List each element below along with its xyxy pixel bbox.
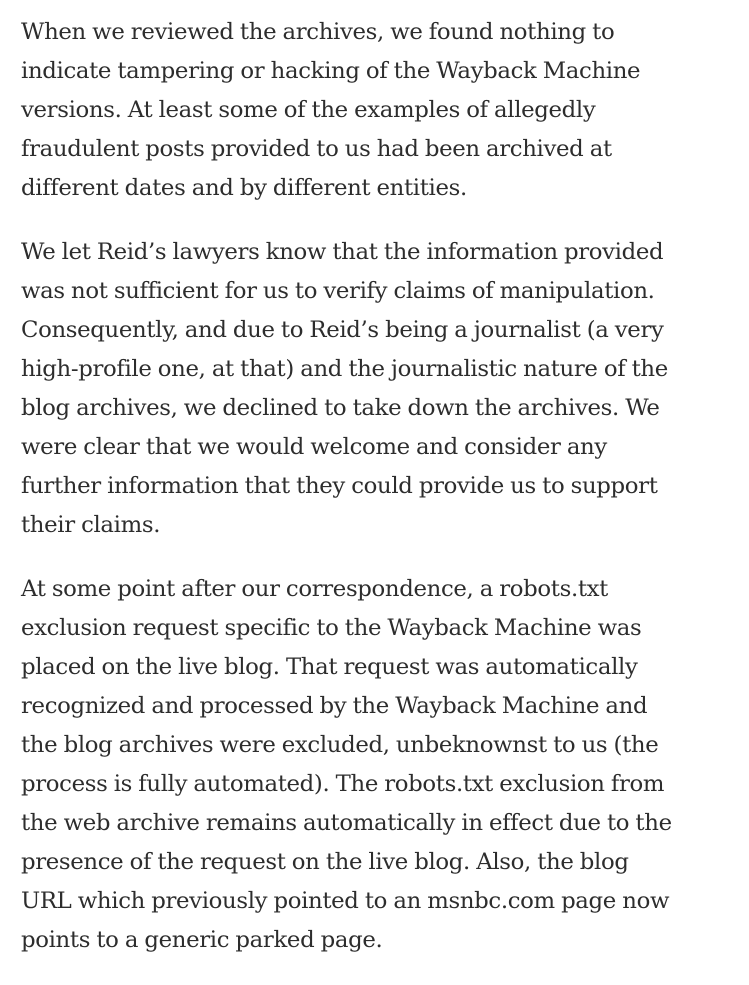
text-line: blog archives, we declined to take down the archives. We xyxy=(21,395,660,421)
text-line: versions. At least some of the examples of allegedly xyxy=(21,97,596,123)
paragraph-lawyers-response xyxy=(21,233,733,545)
text-line: recognized and processed by the Wayback Machine and xyxy=(21,693,648,719)
text-line: different dates and by different entities. xyxy=(21,175,467,201)
text-line: fraudulent posts provided to us had been archived at xyxy=(21,136,612,162)
text-line: points to a generic parked page. xyxy=(21,927,383,953)
paragraph-robots-exclusion xyxy=(21,570,733,960)
text-line: When we reviewed the archives, we found nothing to xyxy=(21,19,615,45)
text-line: exclusion request specific to the Wayback Machine was xyxy=(21,615,642,641)
text-line: the web archive remains automatically in effect due to the xyxy=(21,810,672,836)
text-line: indicate tampering or hacking of the Wayback Machine xyxy=(21,58,641,84)
article-body xyxy=(21,13,733,985)
text-line: process is fully automated). The robots.txt exclusion from xyxy=(21,771,665,797)
text-line: placed on the live blog. That request was automatically xyxy=(21,654,638,680)
text-line: Consequently, and due to Reid’s being a journalist (a very xyxy=(21,317,664,343)
text-line: the blog archives were excluded, unbeknownst to us (the xyxy=(21,732,659,758)
text-line: their claims. xyxy=(21,512,161,538)
paragraph-archive-review xyxy=(21,13,733,208)
text-line: At some point after our correspondence, a robots.txt xyxy=(21,576,608,602)
text-line: was not sufficient for us to verify claims of manipulation. xyxy=(21,278,655,304)
text-line: URL which previously pointed to an msnbc.com page now xyxy=(21,888,670,914)
text-line: We let Reid’s lawyers know that the information provided xyxy=(21,239,664,265)
text-line: were clear that we would welcome and consider any xyxy=(21,434,607,460)
text-line: presence of the request on the live blog. Also, the blog xyxy=(21,849,629,875)
text-line: high-profile one, at that) and the journalistic nature of the xyxy=(21,356,668,382)
text-line: further information that they could provide us to support xyxy=(21,473,658,499)
